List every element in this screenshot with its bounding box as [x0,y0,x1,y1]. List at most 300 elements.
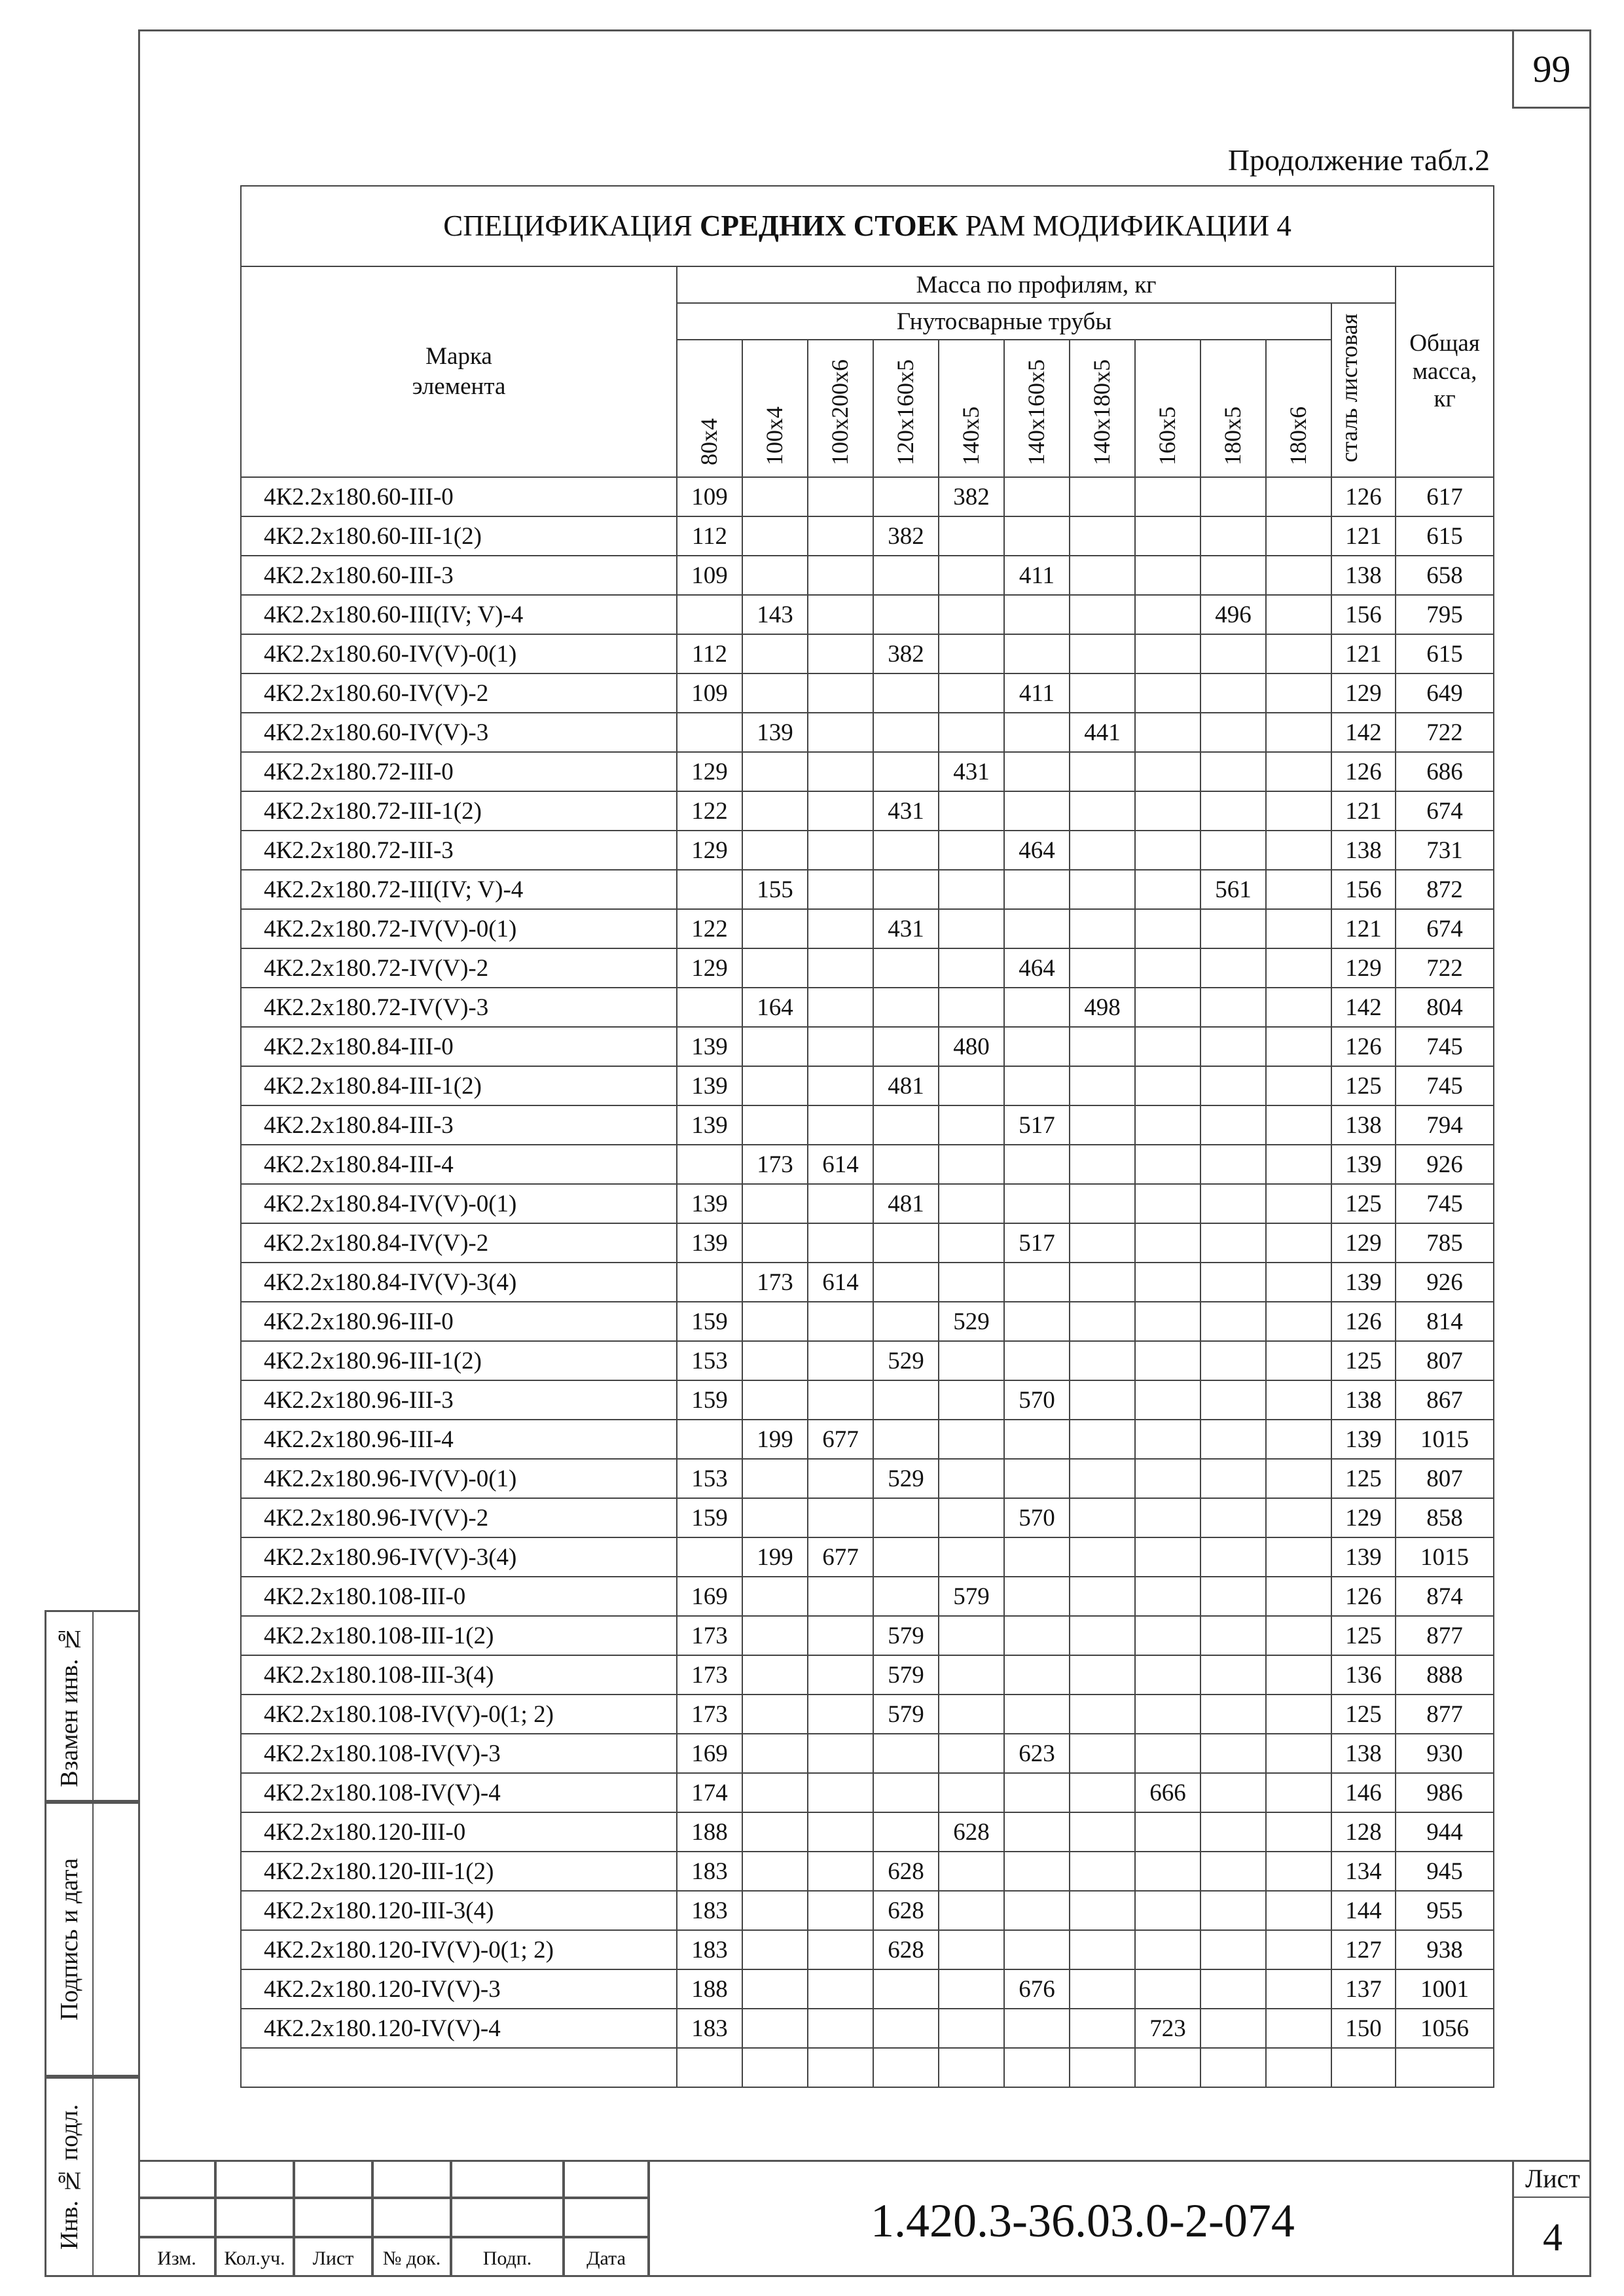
cell-mark: 4К2.2х180.60-III-3 [241,556,677,595]
table-row [241,1695,1494,1734]
cell-sheet-steel: 129 [1331,673,1396,713]
cell-total: 722 [1396,713,1494,752]
profile-label: 140х5 [958,406,984,465]
cell-profile-mass [1070,1734,1135,1773]
cell-mark: 4К2.2х180.96-III-3 [241,1380,677,1420]
cell-sheet-steel: 139 [1331,1263,1396,1302]
table-row [241,1380,1494,1420]
table-row [241,988,1494,1027]
cell-profile-mass: 139 [677,1105,742,1145]
header-profile-8 [1200,340,1266,477]
cell-profile-mass [1004,1655,1070,1695]
stamp-header: Дата [586,2248,626,2269]
cell-sheet-steel: 125 [1331,1066,1396,1105]
cell-total: 930 [1396,1734,1494,1773]
cell-profile-mass [742,1812,808,1852]
cell-profile-mass [1200,2009,1266,2048]
cell-total: 872 [1396,870,1494,909]
cell-profile-mass [1200,1341,1266,1380]
table-row [241,1066,1494,1105]
cell-profile-mass [808,1498,873,1537]
table-row [241,1891,1494,1930]
cell-profile-mass [1266,988,1331,1027]
cell-profile-mass [1004,1812,1070,1852]
cell-profile-mass [1266,948,1331,988]
cell-total: 877 [1396,1695,1494,1734]
cell-mark: 4К2.2х180.60-IV(V)-2 [241,673,677,713]
cell-profile-mass [1135,1734,1200,1773]
cell-profile-mass: 199 [742,1420,808,1459]
cell-total: 686 [1396,752,1494,791]
cell-profile-mass: 481 [873,1184,939,1223]
header-profile-4 [939,340,1004,477]
cell-profile-mass [742,1498,808,1537]
cell-profile-mass [1070,2009,1135,2048]
cell-profile-mass: 481 [873,1066,939,1105]
stamp-header: Подп. [482,2248,532,2269]
cell-profile-mass [1135,870,1200,909]
cell-profile-mass: 579 [873,1695,939,1734]
cell-profile-mass [1135,1105,1200,1145]
cell-profile-mass [1266,1027,1331,1066]
cell-profile-mass [939,2009,1004,2048]
cell-mark: 4К2.2х180.96-III-4 [241,1420,677,1459]
table-row [241,870,1494,909]
table-row [241,1027,1494,1066]
table-row [241,948,1494,988]
signature-date-label: Подпись и дата [56,1857,83,2021]
cell-profile-mass [808,1695,873,1734]
cell-total: 867 [1396,1380,1494,1420]
cell-mark: 4К2.2х180.84-III-3 [241,1105,677,1145]
cell-profile-mass [873,477,939,516]
header-bent-pipes: Гнутосварные трубы [677,303,1331,340]
cell-profile-mass [1135,1459,1200,1498]
cell-profile-mass: 480 [939,1027,1004,1066]
cell-profile-mass [808,791,873,831]
profile-label: 100х200х6 [827,359,854,465]
cell-profile-mass [1135,831,1200,870]
table-row [241,1852,1494,1891]
cell-profile-mass: 139 [677,1066,742,1105]
cell-total: 795 [1396,595,1494,634]
cell-profile-mass [1266,1969,1331,2009]
cell-profile-mass [1200,1537,1266,1577]
cell-profile-mass [873,595,939,634]
cell-profile-mass [1135,1184,1200,1223]
cell-mark: 4К2.2х180.84-IV(V)-3(4) [241,1263,677,1302]
cell-mark: 4К2.2х180.84-III-4 [241,1145,677,1184]
cell-profile-mass [808,673,873,713]
cell-profile-mass [873,1263,939,1302]
header-mass-by-profiles: Масса по профилям, кг [677,266,1396,303]
cell-profile-mass: 431 [939,752,1004,791]
cell-profile-mass [808,1459,873,1498]
cell-profile-mass [1200,1616,1266,1655]
cell-sheet-steel: 138 [1331,1734,1396,1773]
cell-sheet-steel: 125 [1331,1616,1396,1655]
cell-profile-mass: 169 [677,1577,742,1616]
cell-profile-mass [1004,1341,1070,1380]
cell-profile-mass: 464 [1004,948,1070,988]
table-row [241,1812,1494,1852]
cell-profile-mass [1135,1616,1200,1655]
cell-profile-mass [808,1302,873,1341]
cell-profile-mass [1135,1341,1200,1380]
cell-profile-mass [742,1223,808,1263]
cell-profile-mass [1070,1380,1135,1420]
cell-profile-mass [1070,1145,1135,1184]
cell-profile-mass [1070,1930,1135,1969]
cell-profile-mass [1200,988,1266,1027]
cell-profile-mass [1266,1302,1331,1341]
cell-profile-mass [939,988,1004,1027]
cell-profile-mass [939,1498,1004,1537]
header-profile-5 [1004,340,1070,477]
cell-profile-mass [873,988,939,1027]
cell-profile-mass: 579 [939,1577,1004,1616]
cell-total: 745 [1396,1027,1494,1066]
cell-profile-mass [939,1066,1004,1105]
cell-profile-mass: 188 [677,1969,742,2009]
cell-profile-mass: 129 [677,752,742,791]
cell-profile-mass [1070,477,1135,516]
cell-profile-mass [808,1616,873,1655]
cell-profile-mass [939,1420,1004,1459]
cell-profile-mass [1004,1852,1070,1891]
cell-profile-mass: 723 [1135,2009,1200,2048]
cell-profile-mass [1200,1930,1266,1969]
cell-profile-mass [1070,1891,1135,1930]
cell-mark: 4К2.2х180.108-III-3(4) [241,1655,677,1695]
cell-mark: 4К2.2х180.60-III-0 [241,477,677,516]
cell-profile-mass [742,2009,808,2048]
cell-profile-mass: 498 [1070,988,1135,1027]
cell-profile-mass [808,948,873,988]
cell-profile-mass [873,1969,939,2009]
cell-profile-mass [808,1380,873,1420]
cell-profile-mass [1200,1263,1266,1302]
cell-sheet-steel: 142 [1331,988,1396,1027]
cell-profile-mass [742,1969,808,2009]
table-row [241,516,1494,556]
cell-mark: 4К2.2х180.120-IV(V)-3 [241,1969,677,2009]
cell-total: 955 [1396,1891,1494,1930]
stamp-cell [372,2160,451,2198]
cell-profile-mass [1266,752,1331,791]
cell-profile-mass [808,713,873,752]
cell-profile-mass [1200,1027,1266,1066]
table-row [241,1616,1494,1655]
cell-profile-mass [1004,634,1070,673]
cell-profile-mass [1135,1145,1200,1184]
side-block-inv-original [45,2077,138,2277]
cell-profile-mass [742,516,808,556]
table-row [241,1105,1494,1145]
cell-profile-mass [742,1655,808,1695]
cell-profile-mass [1200,752,1266,791]
table-row [241,2009,1494,2048]
cell-profile-mass [1266,1891,1331,1930]
cell-profile-mass [873,1145,939,1184]
cell-profile-mass: 173 [742,1145,808,1184]
cell-profile-mass [1266,1066,1331,1105]
cell-sheet-steel: 126 [1331,1027,1396,1066]
cell-profile-mass [1004,477,1070,516]
cell-profile-mass [1135,1027,1200,1066]
cell-profile-mass [1004,1027,1070,1066]
cell-total: 1056 [1396,2009,1494,2048]
cell-profile-mass: 464 [1004,831,1070,870]
cell-profile-mass [1266,634,1331,673]
cell-profile-mass [677,988,742,1027]
cell-total: 615 [1396,634,1494,673]
cell-sheet-steel: 121 [1331,791,1396,831]
table-row [241,909,1494,948]
cell-sheet-steel: 150 [1331,2009,1396,2048]
cell-profile-mass [1070,1695,1135,1734]
cell-profile-mass [939,1459,1004,1498]
table-row [241,831,1494,870]
cell-total: 745 [1396,1066,1494,1105]
profile-label: 180х5 [1219,406,1246,465]
cell-profile-mass: 159 [677,1302,742,1341]
cell-profile-mass: 153 [677,1341,742,1380]
cell-total: 807 [1396,1459,1494,1498]
cell-mark: 4К2.2х180.120-III-3(4) [241,1891,677,1930]
cell-sheet-steel: 128 [1331,1812,1396,1852]
cell-profile-mass [1004,909,1070,948]
cell-profile-mass: 183 [677,1852,742,1891]
cell-profile-mass [1004,1459,1070,1498]
cell-profile-mass [808,988,873,1027]
cell-profile-mass: 112 [677,516,742,556]
cell-profile-mass [1004,1145,1070,1184]
cell-profile-mass [1004,1577,1070,1616]
cell-profile-mass [1200,1145,1266,1184]
cell-profile-mass: 666 [1135,1773,1200,1812]
cell-profile-mass [1200,1380,1266,1420]
cell-profile-mass: 173 [677,1616,742,1655]
header-profile-2 [808,340,873,477]
cell-profile-mass [1070,1105,1135,1145]
cell-profile-mass [873,1498,939,1537]
cell-profile-mass [808,1027,873,1066]
cell-profile-mass [808,1184,873,1223]
cell-profile-mass [1070,752,1135,791]
cell-total: 926 [1396,1145,1494,1184]
cell-mark: 4К2.2х180.72-IV(V)-2 [241,948,677,988]
cell-profile-mass [939,1341,1004,1380]
cell-profile-mass [808,1105,873,1145]
cell-profile-mass [1070,1027,1135,1066]
cell-mark: 4К2.2х180.108-IV(V)-4 [241,1773,677,1812]
cell-mark: 4К2.2х180.60-III(IV; V)-4 [241,595,677,634]
cell-profile-mass [939,1734,1004,1773]
table-row [241,1341,1494,1380]
cell-profile-mass [1070,1616,1135,1655]
cell-total: 785 [1396,1223,1494,1263]
stamp-cell [564,2160,649,2198]
cell-sheet-steel: 127 [1331,1930,1396,1969]
table-row [241,1145,1494,1184]
cell-mark: 4К2.2х180.72-III(IV; V)-4 [241,870,677,909]
cell-profile-mass: 183 [677,2009,742,2048]
cell-total: 938 [1396,1930,1494,1969]
cell-profile-mass: 183 [677,1891,742,1930]
cell-mark: 4К2.2х180.84-III-1(2) [241,1066,677,1105]
cell-profile-mass [1135,988,1200,1027]
cell-profile-mass: 173 [677,1695,742,1734]
cell-profile-mass [1004,1616,1070,1655]
cell-profile-mass: 623 [1004,1734,1070,1773]
cell-profile-mass [1135,1891,1200,1930]
cell-profile-mass [1266,713,1331,752]
cell-profile-mass [1200,713,1266,752]
cell-profile-mass: 579 [873,1616,939,1655]
table-row [241,673,1494,713]
cell-profile-mass [1200,516,1266,556]
cell-profile-mass: 159 [677,1498,742,1537]
cell-profile-mass [742,1066,808,1105]
profile-label: 100х4 [761,406,788,465]
cell-profile-mass [939,1105,1004,1145]
empty-row [241,2048,1494,2087]
cell-profile-mass [1070,1420,1135,1459]
cell-profile-mass [677,1145,742,1184]
cell-profile-mass [1266,1616,1331,1655]
cell-profile-mass [742,1852,808,1891]
cell-profile-mass [808,1655,873,1695]
cell-profile-mass [1135,477,1200,516]
stamp-header: Изм. [157,2248,196,2269]
cell-profile-mass [873,752,939,791]
cell-profile-mass [939,948,1004,988]
table-row [241,1930,1494,1969]
header-profile-1 [742,340,808,477]
cell-profile-mass [1070,1302,1135,1341]
header-profile-3 [873,340,939,477]
cell-profile-mass: 139 [677,1027,742,1066]
cell-profile-mass [1070,909,1135,948]
cell-sheet-steel: 144 [1331,1891,1396,1930]
cell-profile-mass [1070,1223,1135,1263]
cell-profile-mass [1070,1655,1135,1695]
cell-profile-mass [808,1734,873,1773]
cell-profile-mass: 529 [939,1302,1004,1341]
cell-sheet-steel: 129 [1331,948,1396,988]
cell-profile-mass [1266,477,1331,516]
cell-profile-mass: 496 [1200,595,1266,634]
table-row [241,1498,1494,1537]
cell-profile-mass [1200,1655,1266,1695]
cell-profile-mass: 529 [873,1341,939,1380]
cell-profile-mass [1200,1891,1266,1930]
table-row [241,634,1494,673]
cell-profile-mass [939,1184,1004,1223]
cell-profile-mass [873,713,939,752]
cell-profile-mass [1135,1420,1200,1459]
cell-profile-mass: 112 [677,634,742,673]
cell-profile-mass [1200,556,1266,595]
table-row [241,1223,1494,1263]
cell-sheet-steel: 137 [1331,1969,1396,2009]
cell-profile-mass [1266,1852,1331,1891]
cell-profile-mass [1200,1969,1266,2009]
cell-profile-mass [873,1577,939,1616]
cell-profile-mass: 570 [1004,1380,1070,1420]
cell-profile-mass [873,948,939,988]
cell-sheet-steel: 139 [1331,1537,1396,1577]
cell-profile-mass [742,1891,808,1930]
cell-profile-mass: 122 [677,791,742,831]
cell-sheet-steel: 138 [1331,1380,1396,1420]
cell-profile-mass [742,1930,808,1969]
cell-profile-mass [1266,1263,1331,1302]
cell-profile-mass [1135,634,1200,673]
cell-profile-mass [1004,1695,1070,1734]
cell-sheet-steel: 136 [1331,1655,1396,1695]
cell-mark: 4К2.2х180.60-III-1(2) [241,516,677,556]
cell-profile-mass: 155 [742,870,808,909]
cell-mark: 4К2.2х180.72-III-3 [241,831,677,870]
cell-total: 807 [1396,1341,1494,1380]
cell-profile-mass [1135,1655,1200,1695]
cell-profile-mass [808,634,873,673]
cell-profile-mass [808,1341,873,1380]
cell-profile-mass [1070,791,1135,831]
cell-mark: 4К2.2х180.120-III-0 [241,1812,677,1852]
cell-profile-mass [939,909,1004,948]
cell-profile-mass [1070,1263,1135,1302]
cell-profile-mass [742,1695,808,1734]
cell-profile-mass: 431 [873,791,939,831]
cell-mark: 4К2.2х180.96-III-0 [241,1302,677,1341]
cell-profile-mass [1135,752,1200,791]
header-mark: Марка элемента [241,266,677,477]
cell-sheet-steel: 125 [1331,1341,1396,1380]
cell-profile-mass [873,1734,939,1773]
cell-profile-mass [1004,791,1070,831]
cell-sheet-steel: 125 [1331,1695,1396,1734]
cell-profile-mass [873,1380,939,1420]
cell-mark: 4К2.2х180.120-IV(V)-4 [241,2009,677,2048]
cell-profile-mass [1266,595,1331,634]
cell-profile-mass [1135,1223,1200,1263]
cell-profile-mass [939,1969,1004,2009]
cell-mark: 4К2.2х180.96-III-1(2) [241,1341,677,1380]
cell-profile-mass [1200,831,1266,870]
cell-total: 888 [1396,1655,1494,1695]
cell-profile-mass: 628 [873,1852,939,1891]
cell-profile-mass [742,1577,808,1616]
cell-sheet-steel: 139 [1331,1420,1396,1459]
cell-profile-mass [1200,1302,1266,1341]
stamp-cell [138,2160,215,2198]
cell-profile-mass [1266,1105,1331,1145]
cell-profile-mass [1266,1341,1331,1380]
cell-profile-mass [808,752,873,791]
cell-profile-mass [1070,1852,1135,1891]
cell-profile-mass [939,1852,1004,1891]
cell-profile-mass [742,791,808,831]
cell-total: 745 [1396,1184,1494,1223]
table-row [241,1459,1494,1498]
cell-profile-mass [808,516,873,556]
cell-profile-mass [1266,831,1331,870]
cell-profile-mass [1266,2009,1331,2048]
cell-profile-mass [808,909,873,948]
